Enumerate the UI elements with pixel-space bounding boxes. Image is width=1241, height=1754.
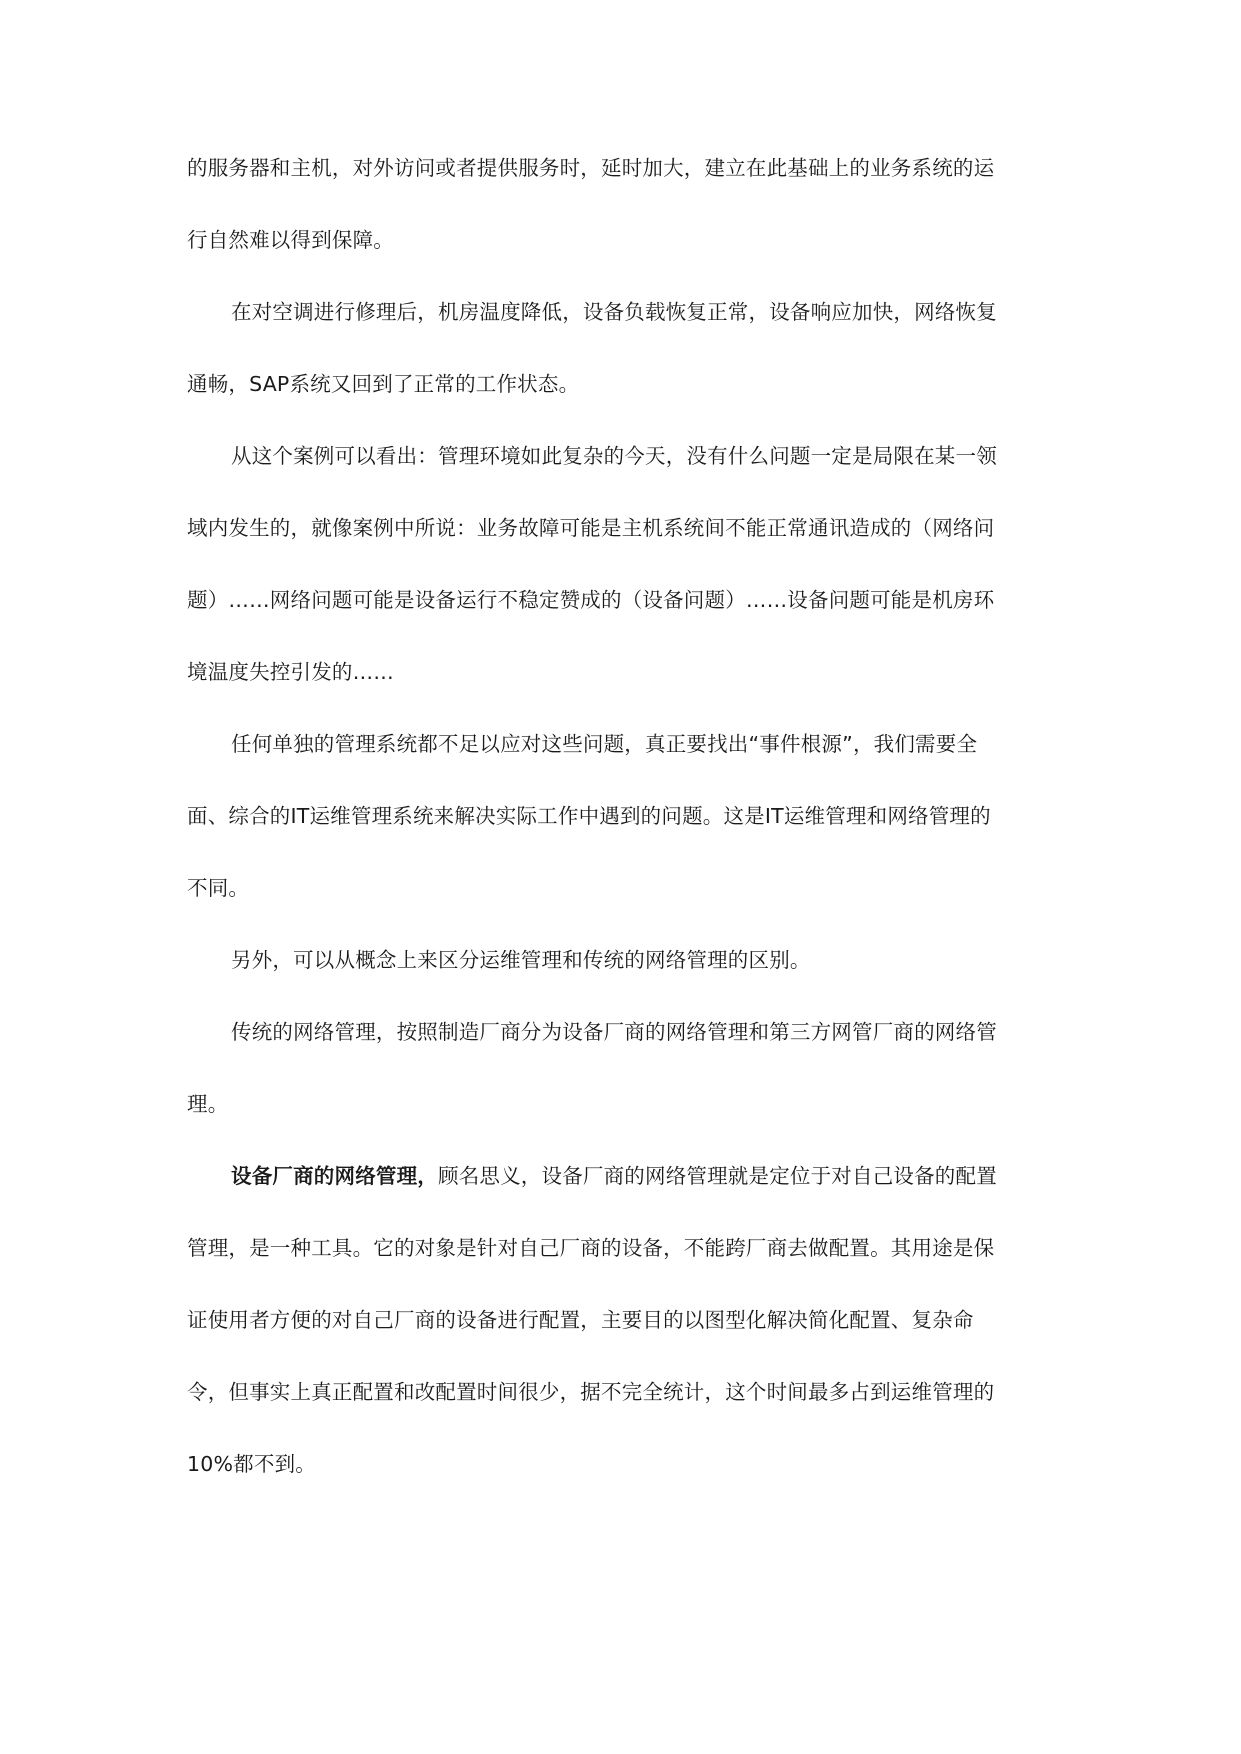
paragraph-start-line: 从这个案例可以看出：管理环境如此复杂的今天，没有什么问题一定是局限在某一领 — [231, 444, 997, 468]
paragraph-start-line — [231, 1162, 1047, 1190]
text-line: 10%都不到。 — [187, 1452, 316, 1476]
paragraph-start-line: 传统的网络管理，按照制造厂商分为设备厂商的网络管理和第三方网管厂商的网络管 — [231, 1020, 997, 1044]
paragraph-start-line: 另外，可以从概念上来区分运维管理和传统的网络管理的区别。 — [231, 948, 811, 972]
text-line: 题）……网络问题可能是设备运行不稳定赞成的（设备问题）……设备问题可能是机房环 — [187, 588, 995, 612]
text-line: 证使用者方便的对自己厂商的设备进行配置，主要目的以图型化解决简化配置、复杂命 — [187, 1308, 974, 1332]
text-line: 管理，是一种工具。它的对象是针对自己厂商的设备，不能跨厂商去做配置。其用途是保 — [187, 1236, 995, 1260]
text-line: 的服务器和主机，对外访问或者提供服务时，延时加大，建立在此基础上的业务系统的运 — [187, 156, 995, 180]
text-line: 不同。 — [187, 876, 250, 900]
paragraph-start-line: 在对空调进行修理后，机房温度降低，设备负载恢复正常，设备响应加快，网络恢复 — [231, 300, 997, 324]
paragraph-start-line: 任何单独的管理系统都不足以应对这些问题，真正要找出“事件根源”，我们需要全 — [231, 732, 978, 756]
text-line: 境温度失控引发的…… — [187, 660, 394, 684]
text-line: 域内发生的，就像案例中所说：业务故障可能是主机系统间不能正常通讯造成的（网络问 — [187, 516, 995, 540]
text-line: 令，但事实上真正配置和改配置时间很少，据不完全统计，这个时间最多占到运维管理的 — [187, 1380, 995, 1404]
text-line: 理。 — [187, 1092, 229, 1116]
text-line: 通畅，SAP系统又回到了正常的工作状态。 — [187, 372, 580, 396]
bold-lead-text: 设备厂商的网络管理， — [231, 1164, 438, 1188]
text-line: 面、综合的IT运维管理系统来解决实际工作中遇到的问题。这是IT运维管理和网络管理的 — [187, 804, 991, 828]
text-line: 行自然难以得到保障。 — [187, 228, 394, 252]
text-line-rest: 顾名思义，设备厂商的网络管理就是定位于对自己设备的配置 — [438, 1164, 997, 1188]
